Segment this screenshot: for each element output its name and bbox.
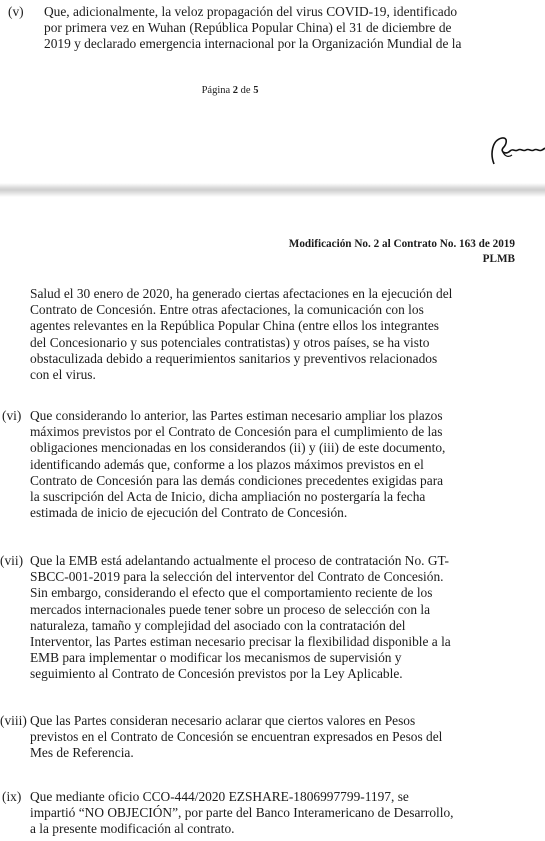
text-line: a la presente modificación al contrato. [30, 821, 235, 837]
header-line-2: PLMB [482, 252, 515, 265]
text-line: EMB para implementar o modificar los mecanismos de supervisión y [30, 650, 402, 666]
text-line: Mes de Referencia. [30, 745, 134, 761]
item-label: (v) [8, 4, 24, 19]
text-line: obstaculizada debido a requerimientos sanitarios y preventivos relacionados [30, 350, 438, 366]
text-line: Contrato de Concesión para las demás condiciones precedentes exigidas para [30, 472, 444, 488]
item-label: (ix) [2, 789, 22, 804]
page-number-current: 2 [232, 85, 239, 96]
text-line: Que las Partes consideran necesario aclarar que ciertos valores en Pesos [30, 713, 416, 728]
text-line: Que considerando lo anterior, las Partes estiman necesario ampliar los plazos [30, 408, 443, 423]
text-line: máximos previstos por el Contrato de Concesión para el cumplimiento de las [30, 424, 443, 440]
text-line: Que mediante oficio CCO-444/2020 EZSHARE-1806997799-1197, se [30, 789, 409, 804]
text-line: mercados internacionales puede tener sobre un proceso de selección con la [30, 601, 431, 617]
page-number [0, 85, 460, 96]
text-line: Que la EMB está adelantando actualmente el proceso de contratación No. GT- [30, 553, 449, 568]
page-number-total: 5 [253, 85, 259, 96]
list-item-text [44, 4, 522, 53]
text-line: Sin embargo, considerando el efecto que el comportamiento reciente de los [30, 585, 433, 601]
item-label: (viii) [0, 713, 27, 728]
text-line: estimada de inicio de ejecución del Contrato de Concesión. [30, 505, 348, 521]
text-line: 2019 y declarado emergencia internacional por la Organización Mundial de la [44, 36, 462, 52]
signature-image [488, 128, 545, 168]
item-label: (vii) [0, 553, 24, 568]
text-line: identificando además que, conforme a los plazos máximos previstos en el [30, 456, 424, 472]
page-number-prefix: Página [201, 85, 233, 96]
page-divider [0, 183, 545, 197]
list-item-text [30, 408, 516, 521]
list-item-text [30, 553, 516, 683]
text-line: impartió “NO OBJECIÓN”, por parte del Banco Interamericano de Desarrollo, [30, 805, 454, 821]
list-item-text [30, 789, 516, 838]
text-line: del Concesionario y sus potenciales contratistas) y otros países, se ha visto [30, 334, 430, 350]
text-line: la suscripción del Acta de Inicio, dicha ampliación no postergaría la fecha [30, 489, 426, 505]
text-line: Que, adicionalmente, la veloz propagación del virus COVID-19, identificado [44, 4, 458, 19]
item-label: (vi) [2, 408, 22, 423]
text-line: con el virus. [30, 367, 96, 383]
text-line: naturaleza, tamaño y complejidad del asociado con la contratación del [30, 617, 406, 633]
text-line: obligaciones mencionadas en los considerandos (ii) y (iii) de este documento, [30, 440, 446, 456]
header-line-1: Modificación No. 2 al Contrato No. 163 de 2019 [288, 238, 515, 250]
text-line: previstos en el Contrato de Concesión se encuentran expresados en Pesos del [30, 729, 443, 745]
document-header [289, 237, 515, 266]
text-line: Contrato de Concesión. Entre otras afectaciones, la comunicación con los [30, 302, 424, 318]
text-line: por primera vez en Wuhan (República Popular China) el 31 de diciembre de [44, 20, 452, 36]
paragraph-continuation [30, 286, 516, 383]
text-line: SBCC-001-2019 para la selección del interventor del Contrato de Concesión. [30, 569, 444, 585]
text-line: Interventor, las Partes estiman necesario precisar la flexibilidad disponible a la [30, 634, 451, 650]
text-line: seguimiento al Contrato de Concesión previstos por la Ley Aplicable. [30, 666, 403, 682]
text-line: agentes relevantes en la República Popular China (entre ellos los integrantes [30, 318, 440, 334]
list-item-text [30, 713, 516, 762]
page-number-mid: de [238, 85, 254, 96]
text-line: Salud el 30 enero de 2020, ha generado ciertas afectaciones en la ejecución del [30, 286, 453, 301]
